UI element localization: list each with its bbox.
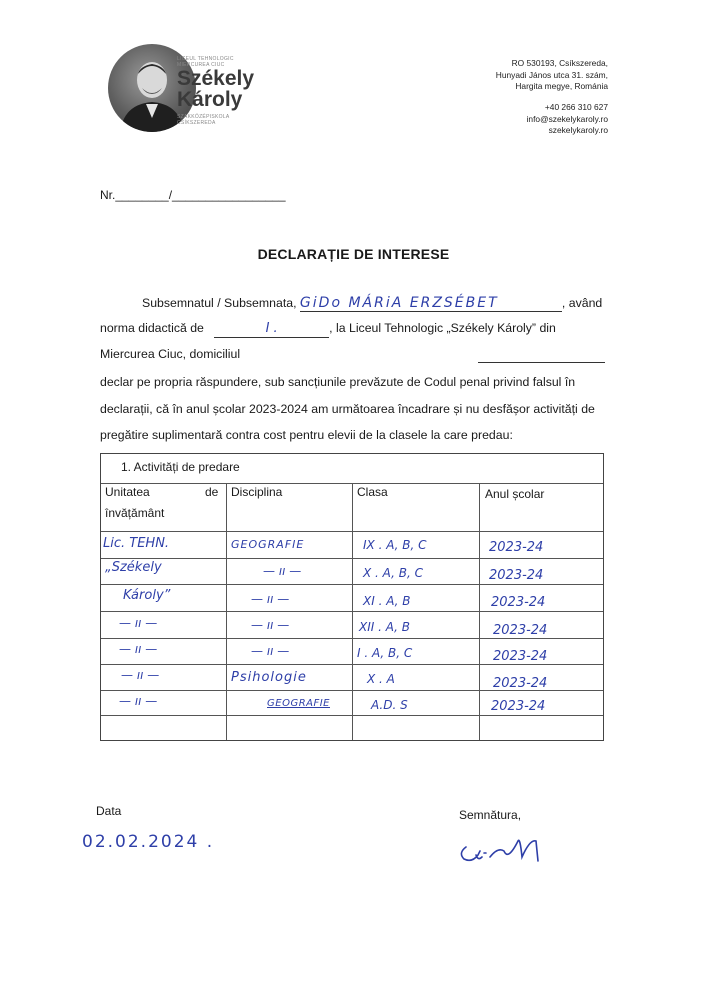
norm-field: I . <box>214 320 329 338</box>
row-1-discipline: GEOGRAFIE <box>231 538 305 551</box>
contact-block: +40 266 310 627 info@szekelykaroly.ro szekelykaroly.ro <box>526 102 608 135</box>
address-block: RO 530193, Csíkszereda, Hunyadi János utca 31. szám, Hargita megye, Románia <box>495 58 608 91</box>
row-7-class: A.D. S <box>371 698 408 712</box>
header-class: Clasa <box>357 485 388 499</box>
signature-icon <box>456 827 566 867</box>
date-value: 02.02.2024 . <box>82 832 215 852</box>
name-field: GiDo MÁRiA ERZSÉBET <box>300 295 562 312</box>
row-7-discipline: GEOGRAFIE <box>267 698 330 709</box>
row-6-unit: — ıı — <box>121 668 160 682</box>
row-2-discipline: — ıı — <box>263 564 302 578</box>
row-4-unit: — ıı — <box>119 616 158 630</box>
row-1-unit: Lic. TEHN. <box>103 536 170 551</box>
address-field-line <box>478 362 605 363</box>
document-title: DECLARAȚIE DE INTERESE <box>257 246 450 262</box>
row-6-class: X . A <box>367 672 395 686</box>
table-section-title: 1. Activități de predare <box>121 460 240 474</box>
header-school-year: Anul școlar <box>485 487 545 501</box>
row-5-discipline: — ıı — <box>251 644 290 658</box>
school-logo-text: LICEUL TEHNOLOGIC MIERCUREA CIUC Székely Károly SZAKKÖZÉPISKOLA CSÍKSZEREDA <box>177 56 255 126</box>
activities-table <box>100 453 604 741</box>
table-divider <box>101 638 603 639</box>
row-7-year: 2023-24 <box>491 699 546 714</box>
paragraph-line-3: Miercurea Ciuc, domiciliul <box>100 347 241 361</box>
header-unit-de: de <box>205 485 219 499</box>
row-4-year: 2023-24 <box>493 623 548 638</box>
row-6-discipline: Psihologie <box>231 670 307 685</box>
row-1-year: 2023-24 <box>489 540 544 555</box>
row-3-discipline: — ıı — <box>251 592 290 606</box>
row-7-unit: — ıı — <box>119 694 158 708</box>
row-2-unit: „Székely <box>105 560 162 575</box>
row-3-unit: Károly” <box>123 588 171 603</box>
paragraph-line-1: Subsemnatul / Subsemnata, GiDo MÁRiA ERZSÉBET , având <box>142 295 603 311</box>
table-divider <box>101 715 603 716</box>
row-5-class: I . A, B, C <box>357 646 413 660</box>
registration-number-line: Nr.________/_________________ <box>100 188 286 202</box>
paragraph-line-5: declarații, că în anul școlar 2023-2024 am următoarea încadrare și nu desfășor activități de <box>100 402 595 416</box>
header-discipline: Disciplina <box>231 485 283 499</box>
table-divider <box>101 584 603 585</box>
row-4-class: XII . A, B <box>359 620 411 634</box>
date-label: Data <box>96 804 122 818</box>
row-1-class: IX . A, B, C <box>363 538 427 552</box>
row-6-year: 2023-24 <box>493 676 548 691</box>
table-divider <box>101 558 603 559</box>
table-divider <box>101 531 603 532</box>
row-2-year: 2023-24 <box>489 568 544 583</box>
row-5-unit: — ıı — <box>119 642 158 656</box>
table-divider <box>101 664 603 665</box>
row-3-class: XI . A, B <box>363 594 411 608</box>
row-5-year: 2023-24 <box>493 649 548 664</box>
paragraph-line-2: norma didactică de I . , la Liceul Tehnologic „Székely Károly” din <box>100 321 556 336</box>
handwritten-signature <box>456 827 566 867</box>
signature-label: Semnătura, <box>459 808 522 822</box>
row-3-year: 2023-24 <box>491 595 546 610</box>
paragraph-line-4: declar pe propria răspundere, sub sancțiunile prevăzute de Codul penal privind falsul în <box>100 375 576 389</box>
row-2-class: X . A, B, C <box>363 566 423 580</box>
table-divider <box>101 611 603 612</box>
paragraph-line-6: pregătire suplimentară contra cost pentru elevii de la clasele la care predau: <box>100 428 513 442</box>
header-unit-2: învățământ <box>105 506 165 520</box>
header-unit: Unitatea <box>105 485 150 499</box>
row-4-discipline: — ıı — <box>251 618 290 632</box>
